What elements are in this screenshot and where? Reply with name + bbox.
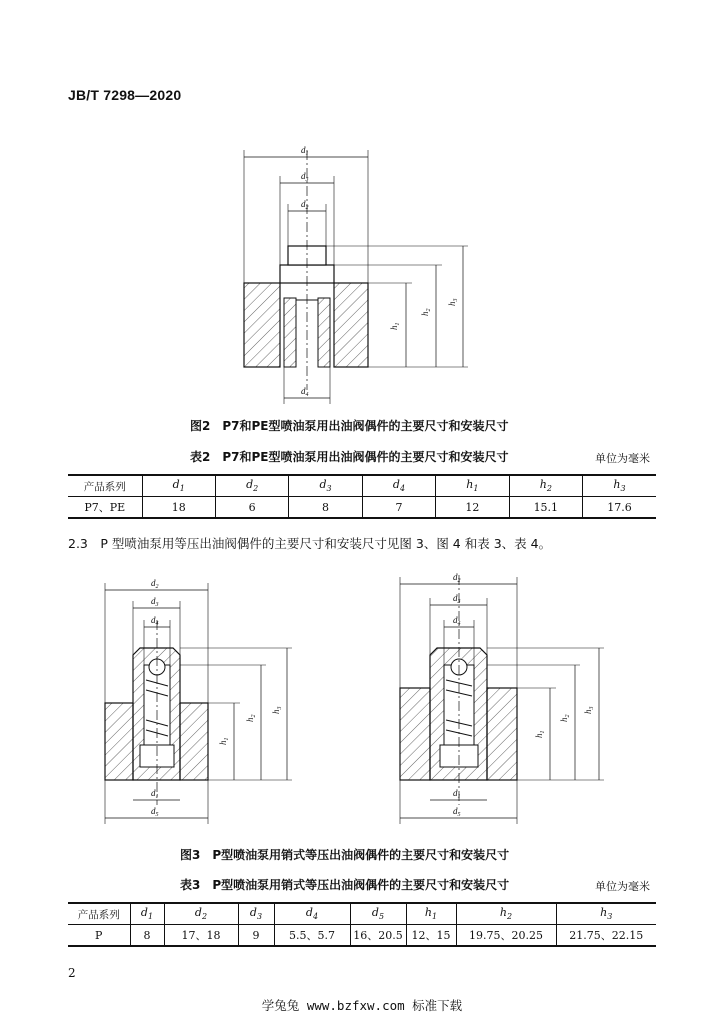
table-cell: 15.1	[509, 497, 582, 519]
table-cell: 7	[362, 497, 435, 519]
section-2-3-text: 2.3 P 型喷油泵用等压出油阀偶件的主要尺寸和安装尺寸见图 3、图 4 和表 3、表 4。	[68, 536, 552, 551]
table-cell: 8	[289, 497, 362, 519]
svg-text:d5: $d_5$	[453, 806, 461, 818]
svg-text:d5: $d_5$	[151, 806, 159, 818]
table-header-cell: $h_1$	[436, 475, 509, 497]
table-header-cell: 产品系列	[68, 475, 142, 497]
table-header-cell: $d_1$	[130, 903, 164, 925]
table-cell: 18	[142, 497, 215, 519]
svg-text:h3: $h_3$	[583, 706, 595, 714]
table-header-cell: 产品系列	[68, 903, 130, 925]
table-cell: 8	[130, 925, 164, 947]
table-header-cell: $h_3$	[583, 475, 656, 497]
table-cell: 5.5、5.7	[274, 925, 350, 947]
table-header-cell: $h_2$	[509, 475, 582, 497]
table-2-unit: 单位为毫米	[595, 452, 650, 465]
table-cell: 12、15	[406, 925, 456, 947]
table-header-cell: $d_4$	[362, 475, 435, 497]
svg-text:d3: $d_3$	[301, 171, 309, 183]
table-cell: 16、20.5	[350, 925, 406, 947]
table-3-unit: 单位为毫米	[595, 880, 650, 893]
table-2-caption: 表2 P7和PE型喷油泵用出油阀偶件的主要尺寸和安装尺寸	[190, 450, 509, 464]
svg-text:h3: $h_3$	[447, 298, 459, 306]
table-cell: 12	[436, 497, 509, 519]
table-3-caption: 表3 P型喷油泵用销式等压出油阀偶件的主要尺寸和安装尺寸	[180, 878, 510, 892]
table-row	[68, 925, 656, 947]
table-header-cell: $h_3$	[556, 903, 656, 925]
table-header-cell: $h_1$	[406, 903, 456, 925]
table-header-row	[68, 903, 656, 925]
table-3	[68, 902, 656, 947]
table-header-cell: $d_2$	[215, 475, 288, 497]
table-header-cell: $d_2$	[164, 903, 238, 925]
table-header-cell: $d_3$	[238, 903, 274, 925]
table-cell: 19.75、20.25	[456, 925, 556, 947]
svg-text:h3: $h_3$	[271, 706, 283, 714]
standard-code: JB/T 7298—2020	[68, 87, 182, 103]
svg-text:d2: $d_2$	[301, 199, 309, 211]
svg-text:h1: $h_1$	[534, 730, 546, 738]
svg-text:h1: $h_1$	[389, 322, 401, 330]
table-cell: 17、18	[164, 925, 238, 947]
table-cell: 17.6	[583, 497, 656, 519]
footer-watermark: 学兔兔 www.bzfxw.com 标准下载	[261, 998, 463, 1013]
svg-text:h2: $h_2$	[245, 714, 257, 722]
svg-text:d2: $d_2$	[151, 578, 159, 590]
table-cell: 9	[238, 925, 274, 947]
page-number: 2	[68, 966, 76, 980]
svg-text:d2: $d_2$	[453, 572, 461, 584]
svg-text:d4: $d_4$	[453, 615, 461, 627]
figure-2-caption: 图2 P7和PE型喷油泵用出油阀偶件的主要尺寸和安装尺寸	[190, 419, 509, 433]
svg-text:h2: $h_2$	[559, 714, 571, 722]
svg-text:h1: $h_1$	[218, 737, 230, 745]
table-cell: 6	[215, 497, 288, 519]
svg-text:d3: $d_3$	[151, 596, 159, 608]
table-header-cell: $d_1$	[142, 475, 215, 497]
table-header-cell: $d_4$	[274, 903, 350, 925]
table-header-cell: $h_2$	[456, 903, 556, 925]
table-header-cell: $d_5$	[350, 903, 406, 925]
svg-text:d4: $d_4$	[301, 386, 309, 398]
svg-text:h2: $h_2$	[420, 308, 432, 316]
figure-3-caption: 图3 P型喷油泵用销式等压出油阀偶件的主要尺寸和安装尺寸	[180, 848, 510, 862]
svg-text:d1: $d_1$	[301, 145, 309, 157]
svg-text:d4: $d_4$	[151, 615, 159, 627]
svg-text:d1: $d_1$	[151, 788, 159, 800]
svg-text:d3: $d_3$	[453, 593, 461, 605]
table-cell: P7、PE	[68, 497, 142, 519]
svg-text:d1: $d_1$	[453, 788, 461, 800]
table-cell: 21.75、22.15	[556, 925, 656, 947]
table-header-cell: $d_3$	[289, 475, 362, 497]
table-cell: P	[68, 925, 130, 947]
